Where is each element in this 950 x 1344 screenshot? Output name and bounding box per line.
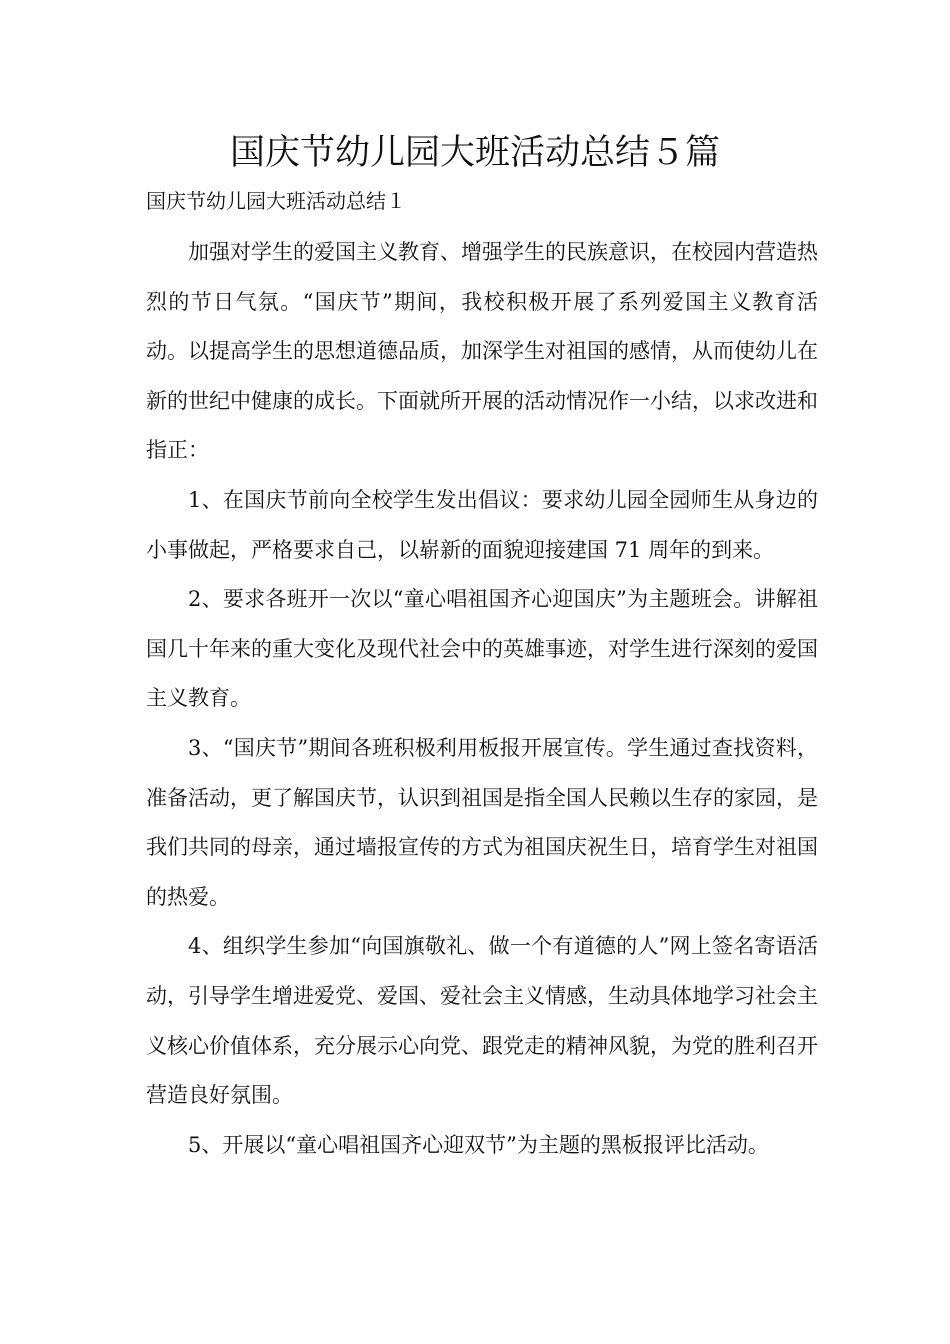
- page-title: 国庆节幼儿园大班活动总结５篇: [229, 133, 720, 173]
- paragraph-item-5: 5、开展以“童心唱祖国齐心迎双节”为主题的黑板报评比活动。: [188, 1132, 769, 1157]
- document-body: [146, 228, 818, 1170]
- paragraph-item-1: 1、在国庆节前向全校学生发出倡议：要求幼儿园全园师生从身边的小事做起，严格要求自己，以崭新的面貌迎接建国 71 周年的到来。: [146, 487, 818, 562]
- paragraph-item-2: 2、要求各班开一次以“童心唱祖国齐心迎国庆”为主题班会。讲解祖国几十年来的重大变化及现代社会中的英雄事迹，对学生进行深刻的爱国主义教育。: [146, 587, 818, 711]
- paragraph-item-4: 4、组织学生参加“向国旗敬礼、做一个有道德的人”网上签名寄语活动，引导学生增进爱党、爱国、爱社会主义情感，生动具体地学习社会主义核心价值体系，充分展示心向党、跟党走的精神风貌，为党的胜利召开营造良好氛围。: [146, 934, 818, 1108]
- paragraph-item-3: 3、“国庆节”期间各班积极利用板报开展宣传。学生通过查找资料，准备活动，更了解国庆节，认识到祖国是指全国人民赖以生存的家园，是我们共同的母亲，通过墙报宣传的方式为祖国庆祝生日，培育学生对祖国的热爱。: [146, 735, 818, 909]
- section-subtitle: 国庆节幼儿园大班活动总结１: [146, 189, 406, 213]
- paragraph-intro: 加强对学生的爱国主义教育、增强学生的民族意识，在校园内营造热烈的节日气氛。“国庆节”期间，我校积极开展了系列爱国主义教育活动。以提高学生的思想道德品质，加深学生对祖国的感情，从而使幼儿在新的世纪中健康的成长。下面就所开展的活动情况作一小结，以求改进和指正：: [146, 240, 818, 463]
